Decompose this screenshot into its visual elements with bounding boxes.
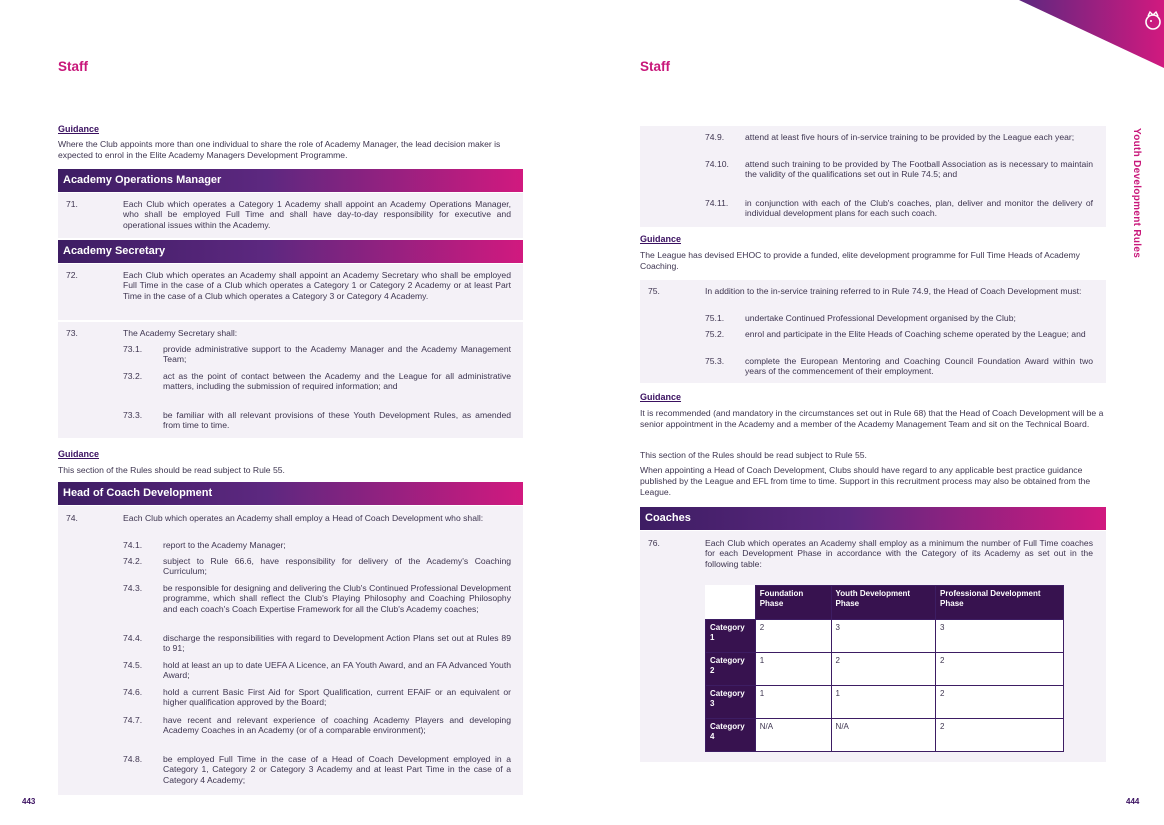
sub-rule-number: 74.8. <box>123 754 143 764</box>
side-label-text: Youth Development Rules <box>1131 128 1142 259</box>
table-cell: 2 <box>936 653 1064 686</box>
sub-rule-number: 73.2. <box>123 371 143 381</box>
right-page-title: Staff <box>640 59 670 74</box>
sub-rule-number: 74.6. <box>123 687 143 697</box>
sub-rule-text: attend at least five hours of in-service training to be provided by the League each year; <box>745 132 1075 142</box>
table-header-youth: Youth Development Phase <box>831 586 935 620</box>
sub-rule-text: hold a current Basic First Aid for Sport Qualification, current EFAiF or an equivalent or higher qualification approved by the Board; <box>163 687 511 708</box>
rule-number: 75. <box>648 286 660 296</box>
sub-rule-text: undertake Continued Professional Development organised by the Club; <box>745 313 1016 323</box>
table-cell: 2 <box>831 653 935 686</box>
left-page-title: Staff <box>58 59 88 74</box>
table-row <box>706 620 1064 653</box>
sub-rule-text: discharge the responsibilities with regard to Development Action Plans set out at Rules 89 to 91; <box>163 633 511 654</box>
table-row <box>706 719 1064 752</box>
guidance-text: This section of the Rules should be read subject to Rule 55. <box>640 450 867 460</box>
sub-rule-number: 74.7. <box>123 715 143 725</box>
guidance-text: It is recommended (and mandatory in the circumstances set out in Rule 68) that the Head of Coach Development will be a senior appointment in the Academy and a member of the Academy Management Team and sit on the Technical Board. <box>640 408 1104 430</box>
sub-rule-text: provide administrative support to the Academy Manager and the Academy Management Team; <box>163 344 511 365</box>
sub-rule-number: 75.2. <box>705 329 725 339</box>
table-cell: N/A <box>831 719 935 752</box>
rule-number: 73. <box>66 328 78 338</box>
sub-rule-text: act as the point of contact between the Academy and the League for all administrative matters, including the submission of required information; and <box>163 371 511 392</box>
sub-rule-number: 74.3. <box>123 583 143 593</box>
table-header-professional: Professional Development Phase <box>936 586 1064 620</box>
table-row-label: Category 2 <box>706 653 756 686</box>
section-bar-academy-secretary: Academy Secretary <box>58 240 523 263</box>
table-cell: 1 <box>755 686 831 719</box>
table-cell: 3 <box>936 620 1064 653</box>
sub-rule-text: subject to Rule 66.6, have responsibility for delivery of the Academy's Coaching Curriculum; <box>163 556 511 577</box>
sub-rule-text: enrol and participate in the Elite Heads of Coaching scheme operated by the League; and <box>745 329 1086 339</box>
sub-rule-number: 75.3. <box>705 356 725 366</box>
sub-rule-number: 74.9. <box>705 132 725 142</box>
sub-rule-text: in conjunction with each of the Club's coaches, plan, deliver and monitor the delivery of individual development plans for each such coach. <box>745 198 1093 219</box>
guidance-heading: Guidance <box>640 392 682 402</box>
sub-rule-text: be responsible for designing and delivering the Club's Continued Professional Development programme, which shall reflect the Club's Playing Philosophy and Coaching Philosophy and each coach's Coach Expertise Framework for all the Club's Academy coaches; <box>163 583 511 614</box>
table-header-blank <box>706 586 756 620</box>
sub-rule-text: report to the Academy Manager; <box>163 540 286 550</box>
table-cell: 2 <box>936 686 1064 719</box>
guidance-text: When appointing a Head of Coach Development, Clubs should have regard to any applicable best practice guidance published by the League and EFL from time to time. Support in this recruitment process may also be obtained from the League. <box>640 465 1091 498</box>
rule-box-74 <box>58 506 523 795</box>
sub-rule-text: be employed Full Time in the case of a Head of Coach Development employed in a Category 1, Category 2 or Category 3 Academy and at least Part Time in the case of a Category 4 Academy; <box>163 754 511 785</box>
section-bar-coaches: Coaches <box>640 507 1106 530</box>
table-row-label: Category 3 <box>706 686 756 719</box>
section-bar-head-of-coach-development: Head of Coach Development <box>58 482 523 505</box>
table-row <box>706 653 1064 686</box>
sub-rule-number: 73.1. <box>123 344 143 354</box>
table-cell: 3 <box>831 620 935 653</box>
rule-box-73 <box>58 322 523 438</box>
rule-box-71 <box>58 193 523 238</box>
sub-rule-number: 73.3. <box>123 410 143 420</box>
corner-banner <box>1019 0 1164 68</box>
rule-text: In addition to the in-service training referred to in Rule 74.9, the Head of Coach Development must: <box>705 286 1082 296</box>
table-header-foundation: Foundation Phase <box>755 586 831 620</box>
section-bar-academy-operations-manager: Academy Operations Manager <box>58 169 523 192</box>
sub-rule-number: 74.4. <box>123 633 143 643</box>
sub-rule-text: attend such training to be provided by The Football Association as is necessary to maintain the validity of the qualifications set out in Rule 74.5; and <box>745 159 1093 180</box>
sub-rule-number: 74.10. <box>705 159 729 169</box>
sub-rule-number: 74.5. <box>123 660 143 670</box>
rule-text: Each Club which operates a Category 1 Academy shall appoint an Academy Operations Manager, who shall be employed Full Time and shall have day-to-day responsibility for executive and operational issues within the Academy. <box>123 199 511 230</box>
rule-text: Each Club which operates an Academy shall employ a Head of Coach Development who shall: <box>123 513 484 523</box>
rule-number: 76. <box>648 538 660 548</box>
rule-text: Each Club which operates an Academy shall appoint an Academy Secretary who shall be employed Full Time in the case of a Club which operates a Category 1 or Category 2 Academy or at least Part Time in the case of a Club which operates a Category 3 or Category 4 Academy. <box>123 270 511 301</box>
rule-box-75 <box>640 280 1106 383</box>
table-cell: N/A <box>755 719 831 752</box>
left-page-number: 443 <box>22 797 36 806</box>
rule-text: Each Club which operates an Academy shall employ as a minimum the number of Full Time coaches for each Development Phase in accordance with the Category of its Academy as set out in the following table: <box>705 538 1093 569</box>
right-page-number: 444 <box>1126 797 1140 806</box>
rule-text: The Academy Secretary shall: <box>123 328 238 338</box>
table-row-label: Category 1 <box>706 620 756 653</box>
sub-rule-number: 75.1. <box>705 313 725 323</box>
guidance-heading: Guidance <box>640 234 682 244</box>
guidance-heading: Guidance <box>58 124 100 134</box>
table-cell: 2 <box>936 719 1064 752</box>
sub-rule-text: hold at least an up to date UEFA A Licence, an FA Youth Award, and an FA Advanced Youth Award; <box>163 660 511 681</box>
table-cell: 2 <box>755 620 831 653</box>
coaches-table <box>705 585 1064 752</box>
table-cell: 1 <box>831 686 935 719</box>
sub-rule-text: complete the European Mentoring and Coaching Council Foundation Award within two years of the commencement of their employment. <box>745 356 1093 377</box>
rule-number: 72. <box>66 270 78 280</box>
side-label <box>1128 128 1144 268</box>
sub-rule-text: have recent and relevant experience of coaching Academy Players and developing Academy Coaches in an Academy (or of a comparable environment); <box>163 715 511 736</box>
rule-box-74-continued <box>640 126 1106 227</box>
table-header-row <box>706 586 1064 620</box>
sub-rule-text: be familiar with all relevant provisions of these Youth Development Rules, as amended from time to time. <box>163 410 511 431</box>
table-row-label: Category 4 <box>706 719 756 752</box>
guidance-text: This section of the Rules should be read subject to Rule 55. <box>58 465 285 475</box>
sub-rule-number: 74.2. <box>123 556 143 566</box>
guidance-heading: Guidance <box>58 449 100 459</box>
guidance-text: Where the Club appoints more than one individual to share the role of Academy Manager, the lead decision maker is expected to enrol in the Elite Academy Managers Development Programme. <box>58 139 501 161</box>
sub-rule-number: 74.1. <box>123 540 143 550</box>
sub-rule-number: 74.11. <box>705 198 729 208</box>
table-row <box>706 686 1064 719</box>
rule-number: 74. <box>66 513 78 523</box>
rule-box-72 <box>58 264 523 320</box>
table-cell: 1 <box>755 653 831 686</box>
rule-number: 71. <box>66 199 78 209</box>
guidance-text: The League has devised EHOC to provide a funded, elite development programme for Full Time Heads of Academy Coaching. <box>640 250 1080 272</box>
